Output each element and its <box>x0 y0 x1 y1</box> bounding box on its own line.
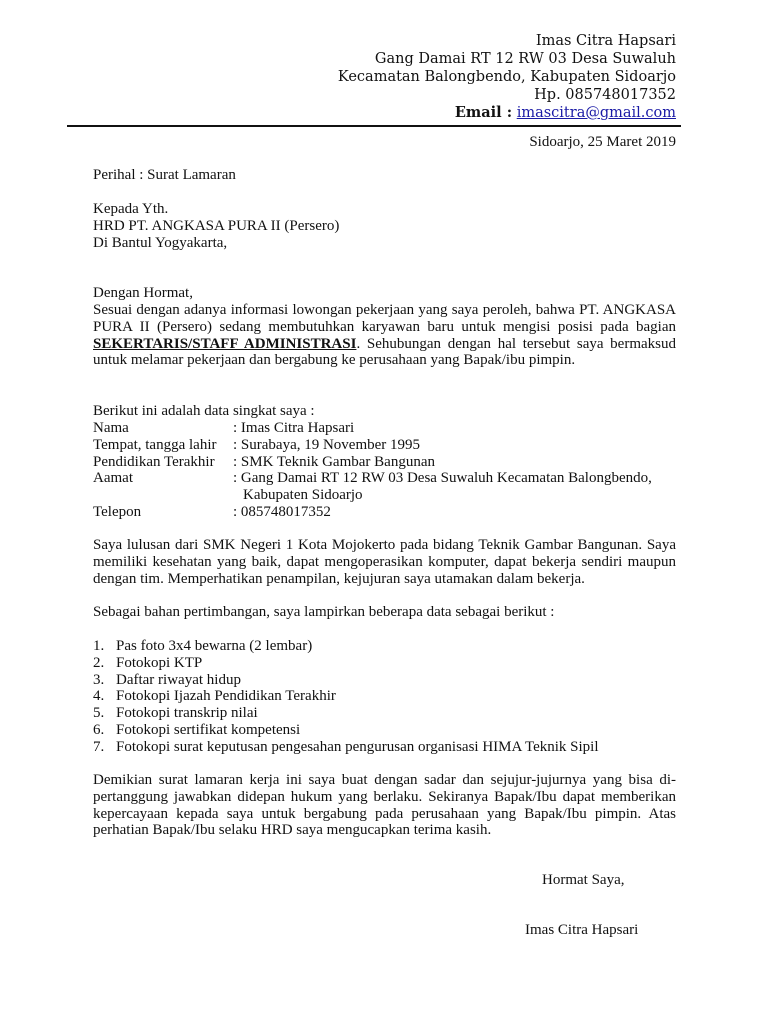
email-link[interactable]: imascitra@gmail.com <box>516 105 676 121</box>
personal-data-label: Tempat, tangga lahir <box>93 436 217 453</box>
header-divider <box>67 125 681 127</box>
personal-data-row <box>93 487 676 504</box>
attachment-number: 5. <box>93 705 105 722</box>
personal-data-value: Kabupaten Sidoarjo <box>243 487 363 504</box>
signature-name: Imas Citra Hapsari <box>525 922 639 938</box>
attachments-list-wrapper <box>93 638 676 756</box>
attachment-text: Fotokopi transkrip nilai <box>116 705 258 722</box>
personal-data-row <box>93 504 676 521</box>
personal-data-value: : Surabaya, 19 November 1995 <box>233 436 421 453</box>
personal-data-table <box>93 420 676 521</box>
personal-data-label <box>93 487 233 504</box>
letterhead <box>338 32 676 122</box>
attachment-text: Fotokopi KTP <box>116 654 203 671</box>
personal-data-row <box>93 420 676 437</box>
intro-text-before: Sesuai dengan adanya informasi lowongan pekerjaan yang saya peroleh, bahwa PT. ANGKASA PURA II (Persero) sedang membutuhkan karyawan baru untuk mengisi posisi pada bagian <box>93 302 676 335</box>
sender-phone: Hp. 085748017352 <box>534 87 676 103</box>
email-label: Email : <box>454 104 513 121</box>
attachment-text: Daftar riwayat hidup <box>116 671 241 688</box>
attachment-number: 2. <box>93 654 105 671</box>
background-paragraph: Saya lulusan dari SMK Negeri 1 Kota Mojokerto pada bidang Teknik Gambar Bangunan. Saya memiliki kesehatan yang baik, dapat mengoperasikan komputer, dapat bekerja sendiri maupun dengan tim. Memperhatikan penampilan, kejujuran saya utamakan dalam bekerja. <box>93 537 676 587</box>
personal-data-label: Pendidikan Terakhir <box>93 453 215 470</box>
sender-address-line2: Kecamatan Balongbendo, Kabupaten Sidoarjo <box>337 69 676 85</box>
applied-position: SEKERTARIS/STAFF ADMINISTRASI <box>93 335 357 352</box>
personal-data-value: : SMK Teknik Gambar Bangunan <box>233 453 435 470</box>
attachments-list <box>93 638 676 756</box>
letter-date: Sidoarjo, 25 Maret 2019 <box>529 134 676 150</box>
sender-name: Imas Citra Hapsari <box>535 33 676 49</box>
recipient-line3: Di Bantul Yogyakarta, <box>93 234 228 251</box>
attachment-text: Fotokopi surat keputusan pengesahan pengurusan organisasi HIMA Teknik Sipil <box>116 738 599 755</box>
personal-data-label: Nama <box>93 420 129 436</box>
attachment-number: 4. <box>93 688 105 705</box>
sender-address-line1: Gang Damai RT 12 RW 03 Desa Suwaluh <box>374 51 676 67</box>
greeting: Dengan Hormat, <box>93 285 193 301</box>
personal-data-value: : Gang Damai RT 12 RW 03 Desa Suwaluh Kecamatan Balongbendo, <box>233 470 652 487</box>
subject-line: Perihal : Surat Lamaran <box>93 167 236 183</box>
attachment-number: 6. <box>93 721 105 738</box>
recipient-line2: HRD PT. ANGKASA PURA II (Persero) <box>93 217 340 234</box>
intro-paragraph <box>93 302 676 369</box>
recipient-block <box>93 201 676 251</box>
closing-salutation: Hormat Saya, <box>542 872 625 888</box>
attachment-text: Fotokopi sertifikat kompetensi <box>116 721 301 738</box>
attachment-number: 3. <box>93 671 105 688</box>
closing-paragraph: Demikian surat lamaran kerja ini saya buat dengan sadar dan sejujur-jujurnya yang bisa di-pertanggung jawabkan didepan hukum yang berlaku. Sekiranya Bapak/Ibu dapat memberikan kepercayaan kepada saya untuk bergabung pada perusahaan yang Bapak/Ibu pimpin. Atas perhatian Bapak/Ibu selaku HRD saya mengucapkan terima kasih. <box>93 772 676 839</box>
attachment-text: Fotokopi Ijazah Pendidikan Terakhir <box>116 688 336 705</box>
attachments-intro: Sebagai bahan pertimbangan, saya lampirkan beberapa data sebagai berikut : <box>93 604 555 620</box>
attachment-item <box>93 655 676 672</box>
sender-email-line <box>338 104 676 122</box>
attachment-item <box>93 638 676 655</box>
attachment-number: 7. <box>93 738 105 755</box>
personal-data-row <box>93 437 676 454</box>
data-intro: Berikut ini adalah data singkat saya : <box>93 403 315 419</box>
attachment-number: 1. <box>93 638 105 654</box>
personal-data-value: : Imas Citra Hapsari <box>233 420 355 436</box>
personal-data-row <box>93 470 676 487</box>
attachment-item <box>93 739 676 756</box>
attachment-item <box>93 705 676 722</box>
personal-data-value: : 085748017352 <box>233 503 331 520</box>
intro-text-after: . Sehubungan dengan hal tersebut saya bermaksud untuk melamar pekerjaan dan bergabung ke perusahaan yang Bapak/ibu pimpin. <box>93 335 676 369</box>
attachment-text: Pas foto 3x4 bewarna (2 lembar) <box>116 638 313 654</box>
recipient-line1: Kepada Yth. <box>93 201 169 217</box>
personal-data-row <box>93 454 676 471</box>
attachment-item <box>93 688 676 705</box>
attachment-item <box>93 722 676 739</box>
personal-data-label: Telepon <box>93 503 142 520</box>
personal-data-label: Aamat <box>93 470 133 487</box>
attachment-item <box>93 672 676 689</box>
